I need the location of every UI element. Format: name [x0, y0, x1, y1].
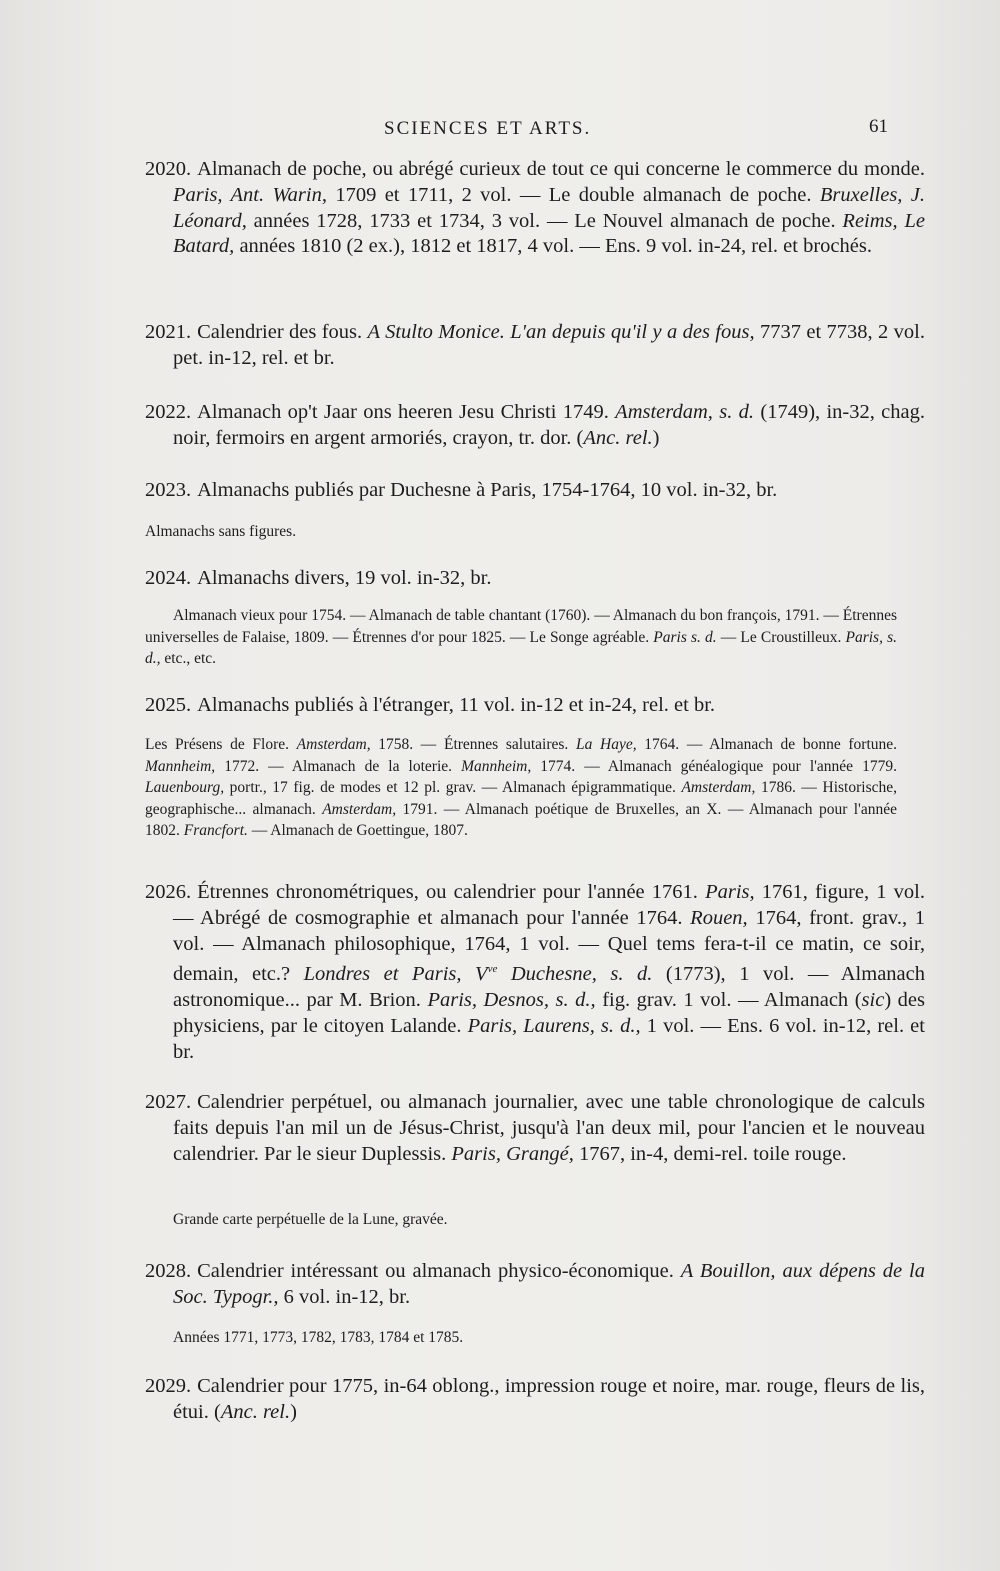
entry-text [173, 881, 925, 1063]
entry-number: 2025. [145, 694, 192, 716]
entry-text [173, 401, 925, 449]
entry-text [197, 694, 715, 716]
note-text [145, 607, 897, 667]
entry-number: 2028. [145, 1260, 192, 1282]
text-run: 1791. — Almanach poétique de Bruxelles, an X. — Almanach pour l'année 1802. [145, 800, 897, 839]
entry-number: 2029. [145, 1375, 192, 1397]
text-run: (1749), in-32, chag. noir, fermoirs en argent armoriés, crayon, tr. dor. ( [173, 401, 926, 449]
text-run: Almanach vieux pour 1754. — Almanach de table chantant (1760). — Almanach du bon françois, 1791. — Étrennes universelles de Falaise, 1809. — Étrennes d'or pour 1825. — Le Songe agréable. [145, 607, 897, 646]
text-run: Almanachs publiés par Duchesne à Paris, 1754-1764, 10 vol. in-32, br. [197, 479, 778, 501]
italic-run: Francfort. [183, 822, 248, 839]
entry-text [173, 1260, 925, 1308]
text-run: Calendrier perpétuel, ou almanach journalier, avec une table chronologique de calculs faits depuis l'an mil un de Jésus-Christ, jusqu'à l'an deux mil, pour l'ancien et le nouveau calendrier. Par le sieur Duplessis. [173, 1091, 925, 1165]
entry-text [173, 158, 925, 257]
text-run: 1772. — Almanach de la loterie. [215, 757, 462, 775]
text-run: 1786. — Historische, geographische... almanach. [145, 779, 897, 818]
note-text [173, 1329, 463, 1346]
italic-run: Amsterdam, s. d. [615, 401, 755, 423]
text-run: Almanachs sans figures. [145, 523, 297, 540]
text-run: 1758. — Étrennes salutaires. [370, 736, 576, 753]
entry-text [173, 1091, 925, 1165]
text-run: 7737 et 7738, 2 vol. pet. in-12, rel. et br. [173, 321, 925, 369]
italic-run: Paris, Ant. Warin, [173, 183, 327, 206]
italic-run: Duchesne, s. d. [497, 963, 653, 986]
text-run: 1764, front. grav., 1 vol. — Almanach philosophique, 1764, 1 vol. — Quel tems fera-t-il ce matin, ce soir, demain, etc.? [173, 906, 925, 986]
text-run: 1 vol. — Ens. 6 vol. in-12, rel. et br. [173, 1014, 925, 1063]
entry-text [173, 1375, 925, 1423]
italic-run: Paris, s. d., [145, 628, 897, 667]
italic-run: Paris, Laurens, s. d., [467, 1014, 641, 1037]
text-run: 1767, in-4, demi-rel. toile rouge. [573, 1142, 847, 1165]
text-run: 1764. — Almanach de bonne fortune. [636, 736, 898, 753]
entry-2026 [145, 880, 925, 1065]
entry-number: 2026. [145, 881, 192, 903]
entry-2020 [145, 157, 925, 260]
entry-2027 [145, 1090, 925, 1167]
italic-run: Reims, Le Batard, [173, 209, 925, 258]
text-run: Étrennes chronométriques, ou calendrier pour l'année 1761. [197, 881, 706, 903]
text-run: (1773), 1 vol. — Almanach astronomique... par M. Brion. [173, 963, 925, 1012]
note-text [173, 1211, 448, 1228]
superscript-run: ve [487, 963, 498, 976]
note-2025 [145, 734, 897, 842]
note-2023 [145, 521, 897, 543]
entry-number: 2024. [145, 567, 192, 589]
italic-run: Mannheim, [145, 757, 216, 775]
text-run: Calendrier des fous. [197, 321, 368, 343]
italic-run: La Haye, [575, 736, 637, 753]
entry-2025 [145, 693, 925, 719]
text-run: — Almanach de Goettingue, 1807. [247, 822, 468, 839]
text-run: etc., etc. [160, 650, 217, 667]
italic-run: A Bouillon, aux dépens de la Soc. Typogr., [173, 1260, 925, 1308]
entry-text [197, 479, 777, 501]
text-run: Années 1771, 1773, 1782, 1783, 1784 et 1785. [173, 1329, 464, 1346]
page-number: 61 [869, 116, 888, 137]
entry-number: 2021. [145, 321, 192, 343]
text-run: années 1810 (2 ex.), 1812 et 1817, 4 vol. — Ens. 9 vol. in-24, rel. et brochés. [234, 235, 872, 258]
entry-text [173, 321, 925, 369]
text-run: Grande carte perpétuelle de la Lune, gravée. [173, 1211, 448, 1228]
italic-run: Amsterdam, [322, 800, 397, 818]
italic-run: Paris, Grangé, [451, 1142, 574, 1165]
text-run: Almanachs publiés à l'étranger, 11 vol. in-12 et in-24, rel. et br. [197, 694, 716, 716]
text-run: Almanach de poche, ou abrégé curieux de tout ce qui concerne le commerce du monde. [197, 158, 925, 180]
italic-run: Paris, [705, 881, 755, 903]
italic-run: Bruxelles, J. Léonard, [173, 183, 925, 232]
text-run: Almanachs divers, 19 vol. in-32, br. [197, 567, 492, 589]
text-run: Almanach op't Jaar ons heeren Jesu Christi 1749. [197, 401, 616, 423]
entry-number: 2020. [145, 158, 192, 180]
entry-number: 2023. [145, 479, 192, 501]
text-run: fig. grav. 1 vol. — Almanach ( [595, 989, 862, 1012]
italic-run: Lauenbourg, [145, 779, 225, 796]
italic-run: Paris s. d. [653, 628, 717, 646]
text-run: Calendrier intéressant ou almanach physico-économique. [197, 1260, 681, 1282]
entry-2021 [145, 320, 925, 372]
entry-2022 [145, 400, 925, 452]
text-run: — Le Croustilleux. [716, 628, 846, 646]
italic-run: Mannheim, [461, 757, 532, 775]
italic-run: A Stulto Monice. L'an depuis qu'il y a des fous, [367, 321, 755, 343]
italic-run: Londres et Paris, V [303, 963, 488, 986]
text-run: Les Présens de Flore. [145, 736, 297, 753]
note-2028 [145, 1327, 897, 1349]
italic-run: Anc. rel. [583, 426, 653, 449]
italic-run: Amsterdam, [296, 736, 371, 753]
italic-run: Amsterdam, [681, 779, 756, 796]
entry-number: 2022. [145, 401, 192, 423]
text-run: 1761, figure, 1 vol. — Abrégé de cosmographie et almanach pour l'année 1764. [173, 881, 925, 929]
text-run: ) [652, 426, 660, 449]
italic-run: Paris, Desnos, s. d., [427, 989, 596, 1012]
text-run: 6 vol. in-12, br. [278, 1285, 411, 1308]
note-2027 [145, 1209, 897, 1231]
entry-2028 [145, 1259, 925, 1311]
italic-run: sic [861, 989, 885, 1012]
entry-2023 [145, 478, 925, 504]
italic-run: Rouen, [690, 906, 748, 929]
entry-2029 [145, 1374, 925, 1426]
italic-run: Anc. rel. [220, 1400, 291, 1423]
text-run: 1709 et 1711, 2 vol. — Le double almanach de poche. [326, 183, 820, 206]
note-text [145, 523, 296, 540]
text-run: Calendrier pour 1775, in-64 oblong., impression rouge et noire, mar. rouge, fleurs de lis, étui. ( [173, 1375, 925, 1423]
text-run: ) des physiciens, par le citoyen Lalande. [173, 989, 925, 1037]
page-header [0, 118, 1000, 148]
running-title: SCIENCES ET ARTS. [384, 118, 592, 139]
text-run: portr., 17 fig. de modes et 12 pl. grav. — Almanach épigrammatique. [224, 779, 682, 796]
text-run: années 1728, 1733 et 1734, 3 vol. — Le Nouvel almanach de poche. [246, 209, 843, 232]
note-2024 [145, 605, 897, 670]
entry-number: 2027. [145, 1091, 192, 1113]
entry-2024 [145, 566, 925, 592]
text-run: 1774. — Almanach généalogique pour l'année 1779. [531, 757, 897, 775]
entry-text [197, 567, 491, 589]
note-text [145, 736, 897, 839]
text-run: ) [290, 1400, 297, 1423]
